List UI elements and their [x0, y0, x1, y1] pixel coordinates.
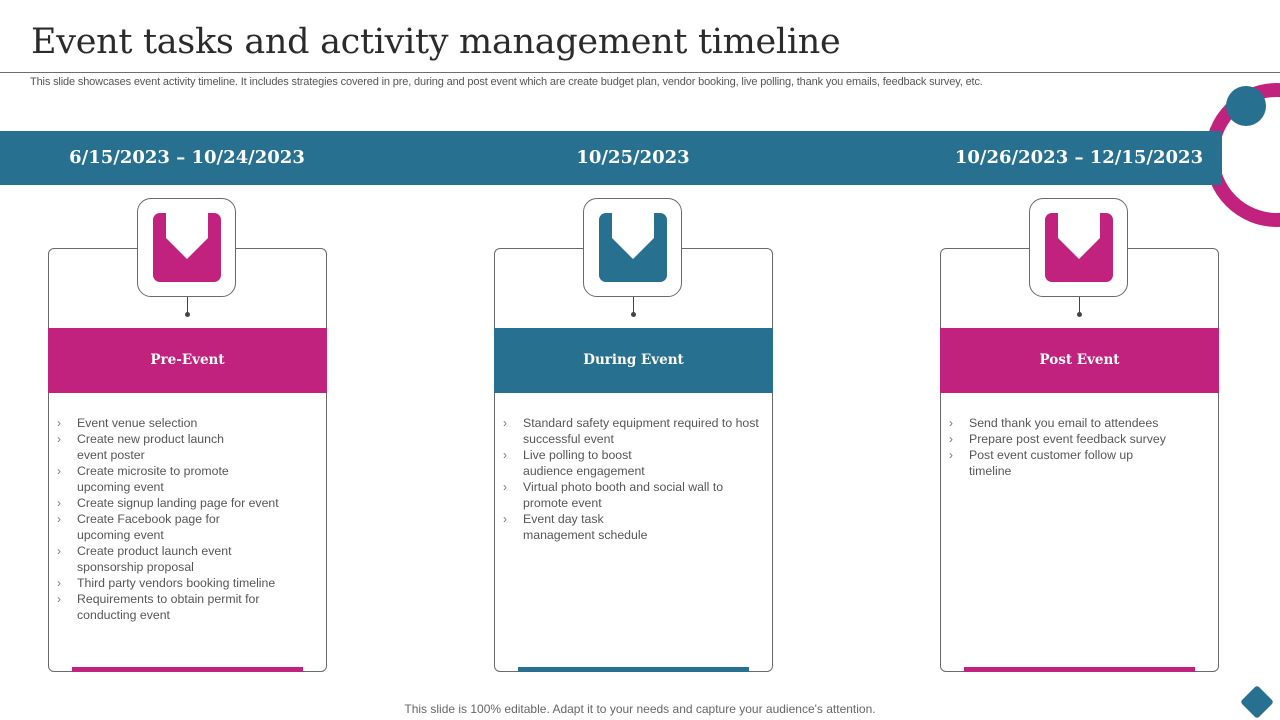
- slide-subtitle: This slide showcases event activity timeline. It includes strategies covered in pre, during and post event which are create budget plan, vendor booking, live polling, thank you emails, feedback survey, etc.: [30, 76, 983, 88]
- bullet-chevron-icon: ›: [57, 464, 61, 478]
- task-item: › Live polling to boost audience engagement: [503, 448, 645, 478]
- bullet-chevron-icon: ›: [503, 480, 507, 494]
- stage-task-list: [57, 415, 319, 623]
- date-during-event: 10/25/2023: [576, 147, 690, 168]
- bullet-chevron-icon: ›: [57, 576, 61, 590]
- bullet-chevron-icon: ›: [949, 416, 953, 430]
- bullet-chevron-icon: ›: [503, 512, 507, 526]
- bullet-chevron-icon: ›: [949, 432, 953, 446]
- task-item: › Requirements to obtain permit for conducting event: [57, 592, 260, 622]
- task-item: › Create microsite to promote upcoming event: [57, 464, 229, 494]
- task-item: › Create new product launch event poster: [57, 432, 224, 462]
- task-item: › Event day task management schedule: [503, 512, 648, 542]
- task-item: › Create signup landing page for event: [57, 496, 279, 510]
- date-range-post-event: 10/26/2023 – 12/15/2023: [954, 147, 1204, 168]
- stage-title-post-event: Post Event: [940, 328, 1219, 393]
- stage-task-list: [949, 415, 1211, 479]
- task-item: › Event venue selection: [57, 416, 198, 430]
- task-item: › Prepare post event feedback survey: [949, 432, 1166, 446]
- bullet-chevron-icon: ›: [949, 448, 953, 462]
- task-item: › Third party vendors booking timeline: [57, 576, 276, 590]
- decorative-dot: [1226, 86, 1266, 126]
- bullet-chevron-icon: ›: [57, 432, 61, 446]
- timeline-date-band: [0, 131, 1222, 185]
- down-arrow-icon: [153, 213, 221, 282]
- icon-frame-during-event: [583, 198, 682, 297]
- task-item: › Standard safety equipment required to host successful event: [503, 416, 759, 446]
- bullet-chevron-icon: ›: [503, 448, 507, 462]
- stage-title-pre-event: Pre-Event: [48, 328, 327, 393]
- bullet-chevron-icon: ›: [57, 416, 61, 430]
- bullet-chevron-icon: ›: [503, 416, 507, 430]
- card-accent-bar: [518, 667, 749, 672]
- down-arrow-icon: [1045, 213, 1113, 282]
- card-accent-bar: [72, 667, 303, 672]
- bullet-chevron-icon: ›: [57, 512, 61, 526]
- connector-dot: [185, 312, 190, 317]
- bullet-chevron-icon: ›: [57, 496, 61, 510]
- stage-title-during-event: During Event: [494, 328, 773, 393]
- icon-frame-post-event: [1029, 198, 1128, 297]
- task-item: › Create Facebook page for upcoming event: [57, 512, 220, 542]
- connector-dot: [631, 312, 636, 317]
- connector-dot: [1077, 312, 1082, 317]
- task-item: › Virtual photo booth and social wall to promote event: [503, 480, 724, 510]
- card-accent-bar: [964, 667, 1195, 672]
- task-item: › Create product launch event sponsorship proposal: [57, 544, 232, 574]
- task-item: › Post event customer follow up timeline: [949, 448, 1134, 478]
- task-item: › Send thank you email to attendees: [949, 416, 1159, 430]
- date-range-pre-event: 6/15/2023 – 10/24/2023: [69, 147, 305, 168]
- down-arrow-icon: [599, 213, 667, 282]
- stage-task-list: [503, 415, 765, 543]
- slide-title: Event tasks and activity management timeline: [31, 22, 841, 62]
- bullet-chevron-icon: ›: [57, 592, 61, 606]
- bullet-chevron-icon: ›: [57, 544, 61, 558]
- title-divider: [0, 72, 1280, 73]
- footer-note: This slide is 100% editable. Adapt it to your needs and capture your audience's attention.: [404, 702, 876, 716]
- icon-frame-pre-event: [137, 198, 236, 297]
